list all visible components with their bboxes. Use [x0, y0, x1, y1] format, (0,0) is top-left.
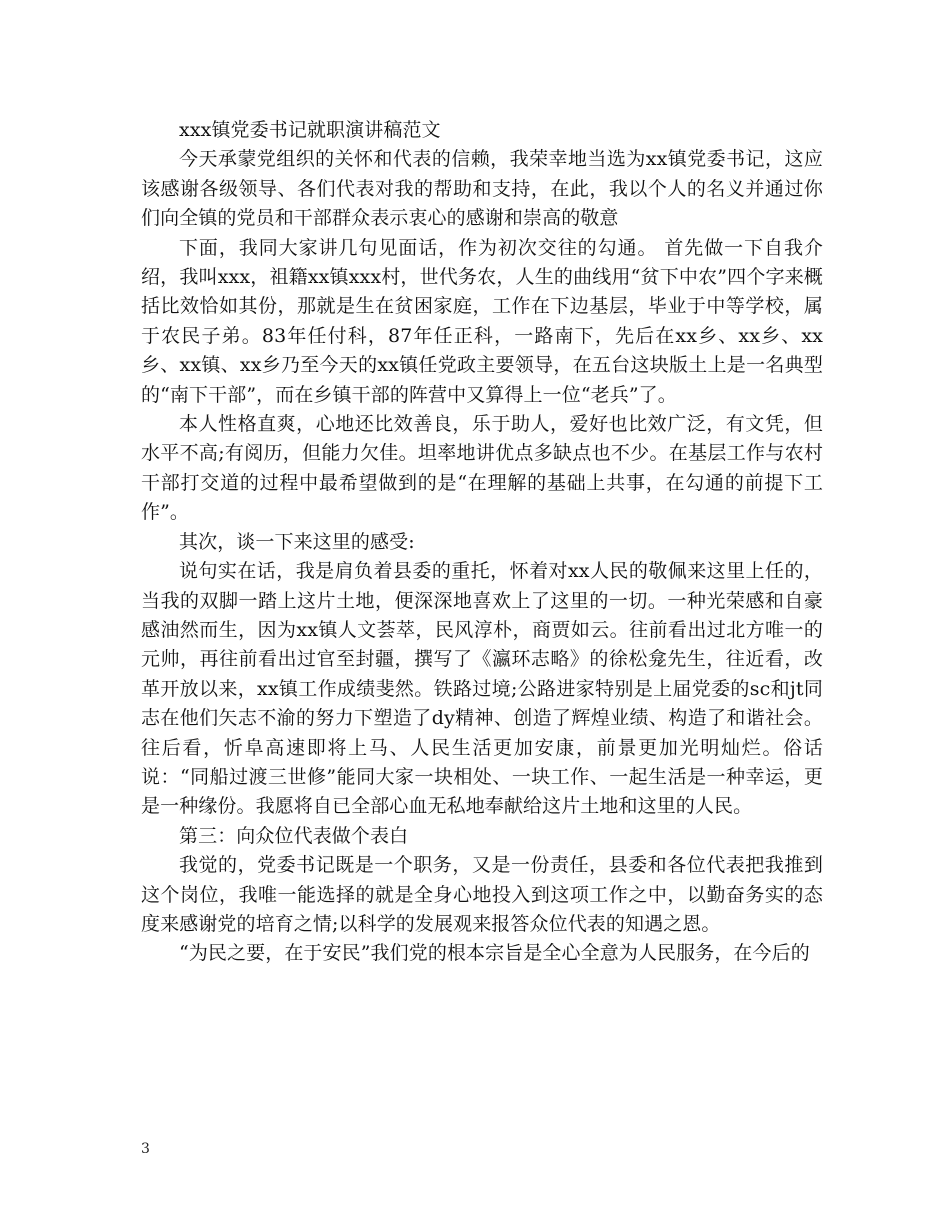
document-title: xxx镇党委书记就职演讲稿范文 [179, 119, 441, 141]
paragraph-feelings: 说句实在话，我是肩负着县委的重托，怀着对xx人民的敬佩来这里上任的，当我的双脚一踏上这片土地，便深深地喜欢上了这里的一切。一种光荣感和自豪感油然而生，因为xx镇人文荟萃，民风淳朴，商贾如云。往前看出过北方唯一的元帅，再往前看出过官至封疆，撰写了《瀛环志略》的徐松龛先生，往近看，改革开放以来，xx镇工作成绩斐然。铁路过境;公路进家特别是上届党委的sc和jt同志在他们矢志不渝的努力下塑造了dy精神、创造了辉煌业绩、构造了和谐社会。往后看，忻阜高速即将上马、人民生活更加安康，前景更加光明灿烂。俗话说：“同船过渡三世修”能同大家一块相处、一块工作、一起生活是一种幸运，更是一种缘份。我愿将自已全部心血无私地奉献给这片土地和这里的人民。 [141, 560, 823, 818]
paragraph-self-introduction: 下面，我同大家讲几句见面话，作为初次交往的勾通。 首先做一下自我介绍，我叫xxx，祖籍xx镇xxx村，世代务农，人生的曲线用“贫下中农”四个字来概括比效恰如其份，那就是生在贫困家庭，工作在下边基层，毕业于中等学校，属于农民子弟。83年任付科，87年任正科，一路南下，先后在xx乡、xx乡、xx乡、xx镇、xx乡乃至今天的xx镇任党政主要领导，在五台这块版土上是一名典型的“南下干部”，而在乡镇干部的阵营中又算得上一位“老兵”了。 [141, 236, 823, 406]
paragraph-responsibility: 我觉的，党委书记既是一个职务，又是一份责任，县委和各位代表把我推到这个岗位，我唯一能选择的就是全身心地投入到这项工作之中，以勤奋务实的态度来感谢党的培育之情;以科学的发展观来报答众位代表的知遇之恩。 [141, 854, 823, 935]
paragraph-thanks: 今天承蒙党组织的关怀和代表的信赖，我荣幸地当选为xx镇党委书记，这应该感谢各级领导、各们代表对我的帮助和支持，在此，我以个人的名义并通过你们向全镇的党员和干部群众表示衷心的感谢和崇高的敬意 [141, 148, 823, 230]
page-number: 3 [141, 1141, 150, 1157]
paragraph-personality: 本人性格直爽，心地还比效善良，乐于助人，爱好也比效广泛，有文凭，但水平不高;有阅历，但能力欠佳。坦率地讲优点多缺点也不少。在基层工作与农村干部打交道的过程中最希望做到的是“在理解的基础上共事，在勾通的前提下工作”。 [141, 413, 823, 524]
paragraph-serve-people: “为民之要，在于安民”我们党的根本宗旨是全心全意为人民服务，在今后的 [179, 942, 810, 965]
section-heading-statement: 第三：向众位代表做个表白 [179, 824, 409, 847]
section-heading-feelings: 其次，谈一下来这里的感受: [179, 530, 415, 553]
document-body [141, 116, 823, 969]
